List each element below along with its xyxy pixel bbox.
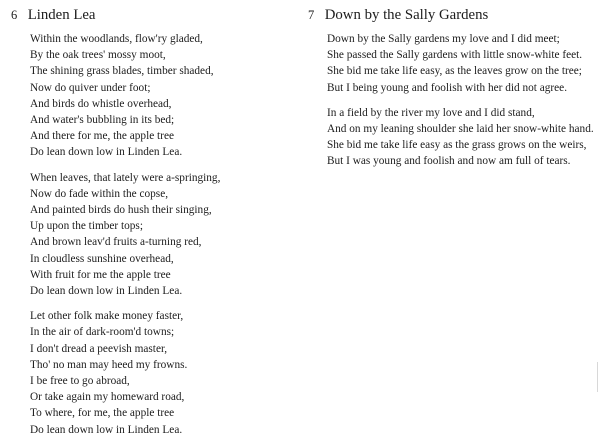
poem-line: She bid me take life easy, as the leaves grow on the tree; — [327, 65, 582, 78]
poem-line: In a field by the river my love and I did stand, — [327, 106, 535, 119]
poem-number: 6 — [11, 8, 18, 22]
poem-line: And water's bubbling in its bed; — [30, 114, 175, 127]
stanza — [327, 31, 598, 96]
poem-line: And there for me, the apple tree — [30, 130, 174, 143]
poem-line: Down by the Sally gardens my love and I did meet; — [327, 33, 560, 45]
poem-line: Do lean down low in Linden Lea. — [30, 146, 183, 159]
poem-line: Tho' no man may heed my frowns. — [30, 358, 188, 371]
poem-line: And on my leaning shoulder she laid her snow-white hand. — [327, 123, 594, 136]
poem-line: Do lean down low in Linden Lea. — [30, 285, 183, 298]
poem-number: 7 — [308, 8, 315, 22]
poem-line: With fruit for me the apple tree — [30, 268, 171, 281]
poem-line: I be free to go abroad, — [30, 375, 130, 388]
poem-line: She passed the Sally gardens with little snow-white feet. — [327, 49, 583, 62]
poem-line: Do lean down low in Linden Lea. — [30, 423, 183, 436]
poem-line: Within the woodlands, flow'ry gladed, — [30, 33, 203, 45]
poem-title: Linden Lea — [27, 7, 96, 23]
poem-line: But I was young and foolish and now am full of tears. — [327, 155, 571, 168]
poem-line: To where, for me, the apple tree — [30, 407, 175, 420]
poem-line: By the oak trees' mossy moot, — [30, 49, 166, 62]
poem-linden-lea — [11, 6, 296, 438]
poem-line: When leaves, that lately were a-springing, — [30, 171, 221, 184]
poem-line: Let other folk make money faster, — [30, 310, 184, 323]
poem-line: Up upon the timber tops; — [30, 220, 143, 233]
poem-down-by-the-sally-gardens — [308, 6, 598, 170]
poem-line: Now do fade within the copse, — [30, 187, 169, 200]
poem-heading — [308, 6, 598, 24]
poem-line: But I being young and foolish with her did not agree. — [327, 81, 568, 94]
poem-line: And brown leav'd fruits a-turning red, — [30, 236, 202, 249]
stanza — [30, 31, 296, 161]
poem-line: The shining grass blades, timber shaded, — [30, 65, 214, 78]
poem-line: I don't dread a peevish master, — [30, 342, 168, 355]
stanza — [30, 308, 296, 438]
poem-heading — [11, 6, 296, 24]
stanza — [327, 105, 598, 170]
poem-line: And painted birds do hush their singing, — [30, 204, 212, 217]
poem-title: Down by the Sally Gardens — [324, 7, 489, 23]
poem-line: Or take again my homeward road, — [30, 391, 185, 404]
poem-line: And birds do whistle overhead, — [30, 97, 172, 110]
poem-line: In cloudless sunshine overhead, — [30, 252, 174, 265]
poem-line: In the air of dark-room'd towns; — [30, 326, 175, 339]
stanza — [30, 170, 296, 300]
poem-line: She bid me take life easy as the grass grows on the weirs, — [327, 139, 587, 152]
poem-line: Now do quiver under foot; — [30, 81, 151, 94]
scan-edge-mark — [597, 362, 598, 392]
